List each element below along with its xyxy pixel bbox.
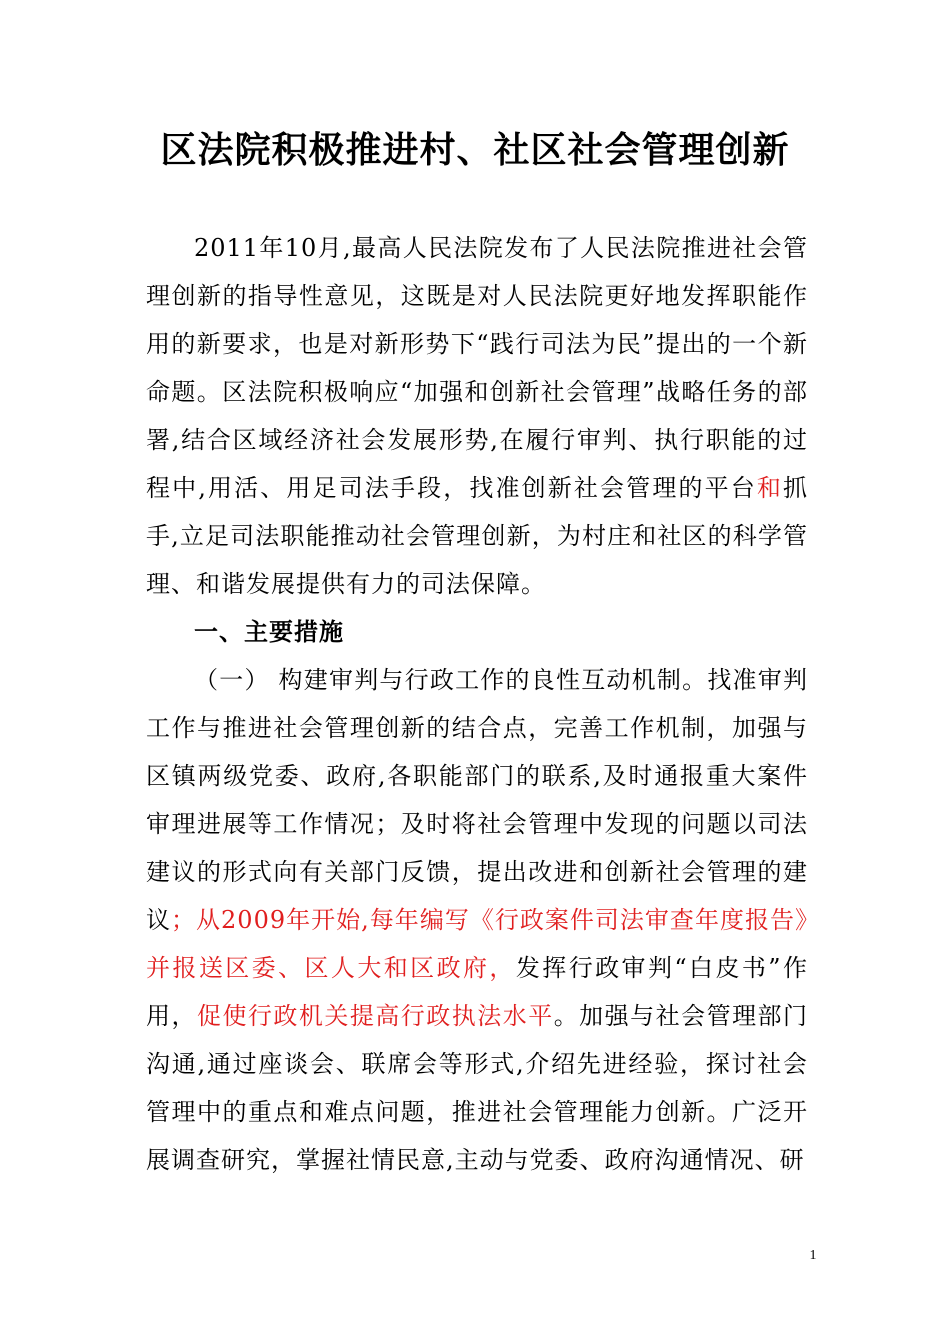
page-number: 1: [809, 1248, 817, 1263]
paragraph-intro: [146, 224, 808, 608]
paragraph-measure-1-text-c: 。加强与社会管理部门沟通,通过座谈会、联席会等形式,介绍先进经验，探讨社会管理中的重点和难点问题，推进社会管理能力创新。广泛开展调查研究，掌握社情民意,主动与党委、政府沟通情况、研: [146, 1002, 809, 1174]
highlighted-text-enforcement: 促使行政机关提高行政执法水平: [196, 1002, 554, 1030]
highlighted-text-report: ；从2009年开始,每年编写《行政案件司法审查年度报告》并报送区委、区人大和区政府，: [146, 906, 808, 982]
highlighted-text: 和: [756, 474, 783, 502]
paragraph-measure-1-text-b: 发挥行政审判“白皮书”作用，: [146, 954, 808, 1030]
paragraph-intro-text: 2011年10月,最高人民法院发布了人民法院推进社会管理创新的指导性意见，这既是对人民法院更好地发挥职能作用的新要求，也是对新形势下“践行司法为民”提出的一个新命题。区法院积极响应“加强和创新社会管理”战略任务的部署,结合区域经济社会发展形势,在履行审判、执行职能的过程中,用活、用足司法手段，找准创新社会管理的平台: [146, 234, 808, 502]
paragraph-measure-1: [146, 656, 808, 1184]
paragraph-intro-tail: 抓手,立足司法职能推动社会管理创新，为村庄和社区的科学管理、和谐发展提供有力的司法保障。: [146, 474, 808, 598]
paragraph-measure-1-text-a: （一） 构建审判与行政工作的良性互动机制。找准审判工作与推进社会管理创新的结合点，完善工作机制，加强与区镇两级党委、政府,各职能部门的联系,及时通报重大案件审理进展等工作情况；及时将社会管理中发现的问题以司法建议的形式向有关部门反馈，提出改进和创新社会管理的建议: [146, 666, 808, 934]
document-body: [146, 224, 808, 1184]
document-title: 区法院积极推进村、社区社会管理创新: [160, 129, 790, 171]
section-heading: 一、主要措施: [194, 617, 344, 646]
